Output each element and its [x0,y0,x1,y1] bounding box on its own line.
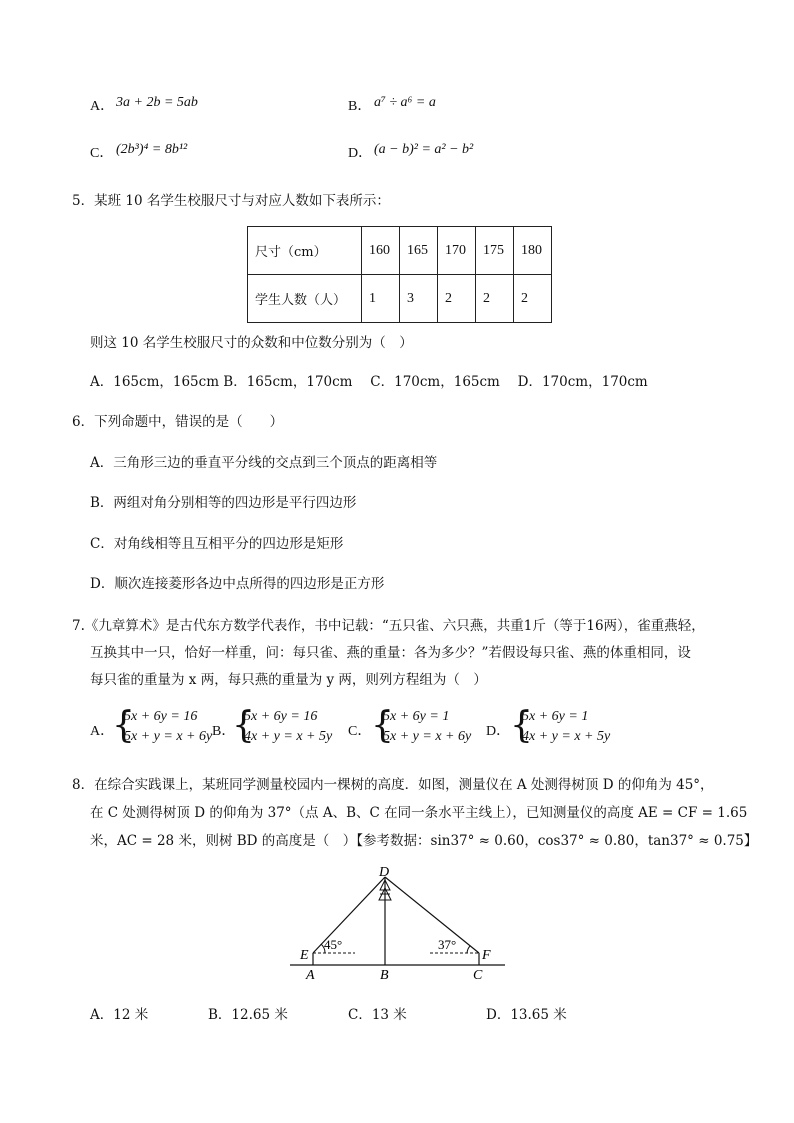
size-cell: 175 [476,227,514,275]
q7-stem-line3: 每只雀的重量为 x 两，每只燕的重量为 y 两，则列方程组为（ ） [90,672,487,688]
count-cell: 3 [400,275,438,323]
size-header-cell: 尺寸（cm） [248,227,362,275]
equation: 4x + y = x + 5y [244,729,333,744]
sight-line-fd [385,877,479,953]
label-e: E [300,948,309,963]
label-a: A [306,968,315,983]
q4-option-a-expr: 3a + 2b = 5ab [116,95,198,110]
equation: 5x + 6y = 16 [244,709,318,724]
q5-options: A．165cm，165cm B．165cm，170cm C．170cm，165cm D．170cm，170cm [90,374,648,390]
angle-arc-37 [467,946,470,953]
equation: 5x + y = x + 6y [124,729,213,744]
count-cell: 2 [514,275,552,323]
size-cell: 180 [514,227,552,275]
label-f: F [482,948,491,963]
q4-option-b-label: B． [348,99,372,114]
size-cell: 160 [362,227,400,275]
q4-option-d-label: D． [348,146,373,161]
tree-measurement-figure [280,860,520,986]
size-count-table [247,226,552,323]
equation: 5x + 6y = 1 [522,709,589,724]
q6-option-b: B．两组对角分别相等的四边形是平行四边形 [90,495,357,511]
q7-option-c-label: C． [348,724,372,739]
q7-stem-line1: 7.《九章算术》是古代东方数学代表作，书中记载：“五只雀、六只燕，共重1斤（等于16两），雀重燕轻， [72,618,705,634]
q8-stem-line3: 米，AC = 28 米，则树 BD 的高度是（ ）【参考数据：sin37° ≈ 0.60，cos37° ≈ 0.80，tan37° ≈ 0.75】 [90,833,758,849]
q7-option-d-system [522,707,610,747]
q7-option-a-system [124,707,212,747]
q6-stem: 6．下列命题中，错误的是（ ） [72,414,284,430]
equation: 4x + y = x + 5y [522,729,611,744]
q8-stem-line2: 在 C 处测得树顶 D 的仰角为 37°（点 A、B、C 在同一条水平主线上），已知测量仪的高度 AE = CF = 1.65 [90,805,748,821]
table-row [248,227,552,275]
q4-option-b-expr: a⁷ ÷ a⁶ = a [374,95,436,110]
q7-option-d-label: D． [486,724,511,739]
q4-option-d-expr: (a − b)² = a² − b² [374,142,474,157]
count-cell: 2 [476,275,514,323]
equation: 5x + 6y = 16 [124,709,198,724]
q4-option-c-expr: (2b³)⁴ = 8b¹² [116,142,188,157]
size-cell: 165 [400,227,438,275]
count-cell: 1 [362,275,400,323]
angle-label-37: 37° [438,937,457,952]
q8-stem-line1: 8．在综合实践课上，某班同学测量校园内一棵树的高度．如图，测量仪在 A 处测得树顶 D 的仰角为 45°， [72,777,714,793]
equation: 5x + 6y = 1 [383,709,450,724]
q8-option-c: C．13 米 [348,1007,407,1023]
q4-option-a-label: A． [90,99,115,114]
left-brace-icon: { [510,705,533,746]
equation: 5x + y = x + 6y [383,729,472,744]
q7-option-c-system [383,707,471,747]
label-d: D [379,865,390,880]
q6-option-a: A．三角形三边的垂直平分线的交点到三个顶点的距离相等 [90,455,438,471]
q8-option-b: B．12.65 米 [208,1007,288,1023]
q7-option-b-system [244,707,332,747]
q8-option-d: D．13.65 米 [486,1007,567,1023]
q5-stem: 5．某班 10 名学生校服尺寸与对应人数如下表所示： [72,193,390,209]
label-b: B [380,968,389,983]
left-brace-icon: { [112,705,135,746]
q6-option-d: D．顺次连接菱形各边中点所得的四边形是正方形 [90,576,385,592]
q8-option-a: A．12 米 [90,1007,149,1023]
left-brace-icon: { [371,705,394,746]
q4-option-c-label: C． [90,146,114,161]
table-row [248,275,552,323]
count-cell: 2 [438,275,476,323]
q7-stem-line2: 互换其中一只，恰好一样重，问：每只雀、燕的重量：各为多少？”若假设每只雀、燕的体重相同，设 [90,645,691,661]
left-brace-icon: { [232,705,255,746]
q7-option-b-label: B． [212,724,236,739]
angle-label-45: 45° [324,937,343,952]
count-header-cell: 学生人数（人） [248,275,362,323]
size-cell: 170 [438,227,476,275]
q5-question: 则这 10 名学生校服尺寸的众数和中位数分别为（ ） [90,335,413,351]
label-c: C [473,968,483,983]
q6-option-c: C．对角线相等且互相平分的四边形是矩形 [90,536,344,552]
q7-option-a-label: A． [90,724,115,739]
